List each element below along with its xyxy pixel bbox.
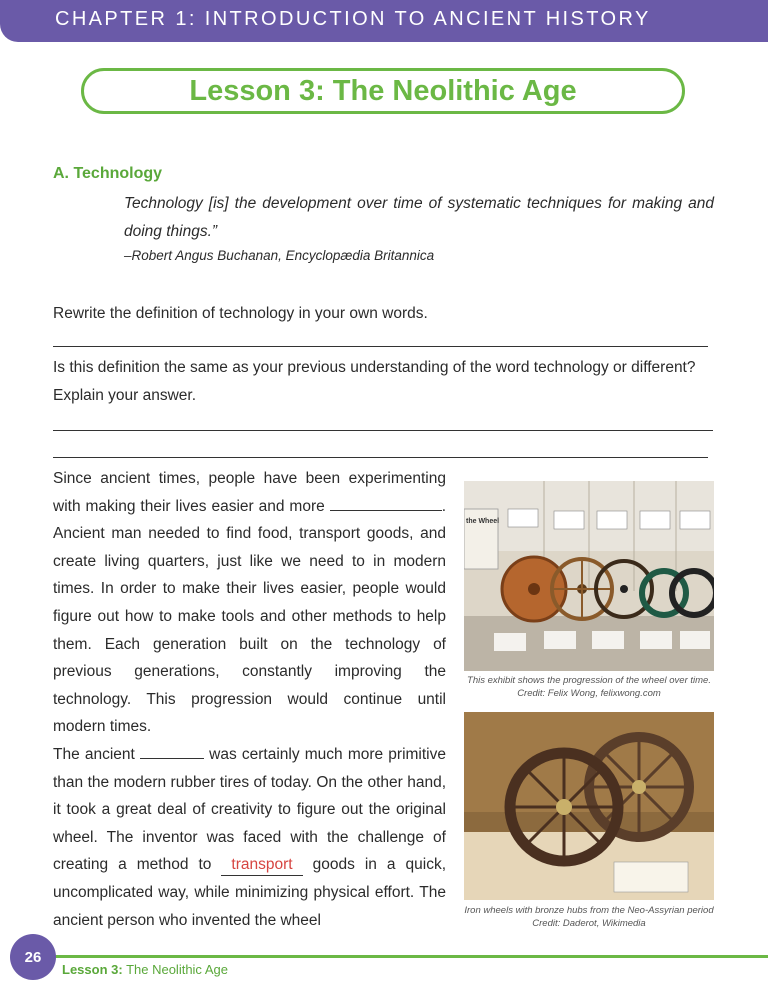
- caption-credit: Credit: Felix Wong, felixwong.com: [517, 688, 661, 699]
- answer-line[interactable]: [53, 430, 713, 431]
- paragraph-text: . Ancient man needed to find food, transport goods, and create living quarters, just like we need to in modern times. In order to make their lives easier, people would figure out how to make tools and other methods to help them. Each generation built on the technology of previous generations, constantly improving the technology. This progression would continue until modern times.: [53, 497, 447, 736]
- footer-lesson-name: The Neolithic Age: [122, 962, 228, 977]
- paragraph-2: [53, 741, 446, 934]
- filled-answer[interactable]: transport: [221, 855, 302, 876]
- figure-1-caption: [456, 674, 722, 700]
- footer-divider: [55, 955, 768, 958]
- page-number: 26: [10, 934, 56, 980]
- lesson-title-box: [81, 68, 685, 114]
- paragraph-text: goods in a quick, uncomplicated way, while minimizing physical effort. The ancient person who invented the wheel: [53, 856, 447, 929]
- footer-lesson-label: [62, 962, 228, 977]
- caption-line: Iron wheels with bronze hubs from the Neo-Assyrian period: [464, 905, 714, 916]
- exhibit-sign: the Wheel: [466, 518, 500, 525]
- paragraph-text: was certainly much more primitive than the modern rubber tires of today. On the other hand, it took a great deal of creativity to figure out the original wheel. The inventor was faced with the challenge of creating a method to: [53, 745, 446, 874]
- paragraph-text: The ancient: [53, 745, 135, 763]
- quote-citation: –Robert Angus Buchanan, Encyclopædia Britannica: [124, 248, 435, 263]
- fill-in-blank[interactable]: [140, 744, 204, 759]
- lesson-title: Lesson 3: The Neolithic Age: [189, 74, 577, 107]
- chapter-banner: [0, 0, 768, 42]
- chapter-title: CHAPTER 1: INTRODUCTION TO ANCIENT HISTORY: [55, 8, 651, 30]
- technology-quote: Technology [is] the development over time of systematic techniques for making and doing things.”: [124, 195, 714, 240]
- figure-2-caption: [456, 904, 722, 930]
- caption-line: This exhibit shows the progression of the wheel over time.: [467, 675, 711, 686]
- caption-credit: Credit: Daderot, Wikimedia: [532, 918, 646, 929]
- iron-wheels-photo: [464, 712, 714, 900]
- question-1: Rewrite the definition of technology in your own words.: [53, 305, 428, 322]
- answer-line[interactable]: [53, 457, 708, 458]
- wheel-exhibit-photo: [464, 481, 714, 671]
- paragraph-text: Since ancient times, people have been experimenting with making their lives easier and more: [53, 470, 446, 515]
- question-2: Is this definition the same as your previous understanding of the word technology or different? Explain your answer.: [53, 359, 696, 404]
- fill-in-blank[interactable]: [330, 496, 442, 511]
- footer-lesson-prefix: Lesson 3:: [62, 962, 123, 977]
- paragraph-1: [53, 465, 446, 741]
- answer-line[interactable]: [53, 346, 708, 347]
- section-heading: A. Technology: [53, 165, 163, 182]
- body-text: [53, 465, 446, 934]
